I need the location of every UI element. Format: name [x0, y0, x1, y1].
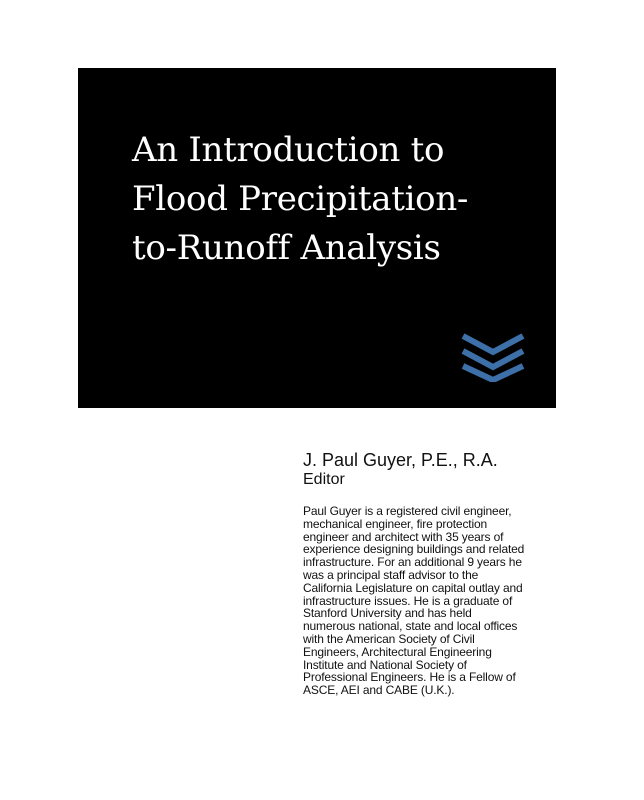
- cover-panel: [78, 68, 556, 408]
- title-line-2: Flood Precipitation-: [132, 179, 469, 219]
- triple-chevron-down-icon: [460, 330, 526, 382]
- author-bio: [303, 505, 573, 697]
- bio-line: experience designing buildings and related: [303, 542, 525, 557]
- author-name: J. Paul Guyer, P.E., R.A.: [303, 450, 498, 470]
- bio-line: was a principal staff advisor to the: [303, 567, 479, 582]
- title-line-3: to-Runoff Analysis: [132, 228, 441, 268]
- bio-line: ASCE, AEI and CABE (U.K.).: [303, 683, 455, 698]
- bio-line: with the American Society of Civil: [303, 631, 475, 646]
- bio-line: engineer and architect with 35 years of: [303, 529, 504, 544]
- bio-line: numerous national, state and local offices: [303, 619, 518, 634]
- bio-line: Stanford University and has held: [303, 606, 472, 621]
- bio-line: Institute and National Society of: [303, 657, 467, 672]
- bio-line: infrastructure issues. He is a graduate of: [303, 593, 513, 608]
- author-block: [303, 450, 593, 697]
- bio-line: Engineers, Architectural Engineering: [303, 644, 492, 659]
- title-line-1: An Introduction to: [132, 130, 445, 170]
- bio-line: Professional Engineers. He is a Fellow of: [303, 670, 516, 685]
- bio-line: mechanical engineer, fire protection: [303, 516, 488, 531]
- book-title: [132, 126, 542, 273]
- author-role: Editor: [303, 471, 345, 488]
- bio-line: infrastructure. For an additional 9 years he: [303, 555, 522, 570]
- bio-line: Paul Guyer is a registered civil engineer,: [303, 504, 512, 518]
- bio-line: California Legislature on capital outlay and: [303, 580, 523, 595]
